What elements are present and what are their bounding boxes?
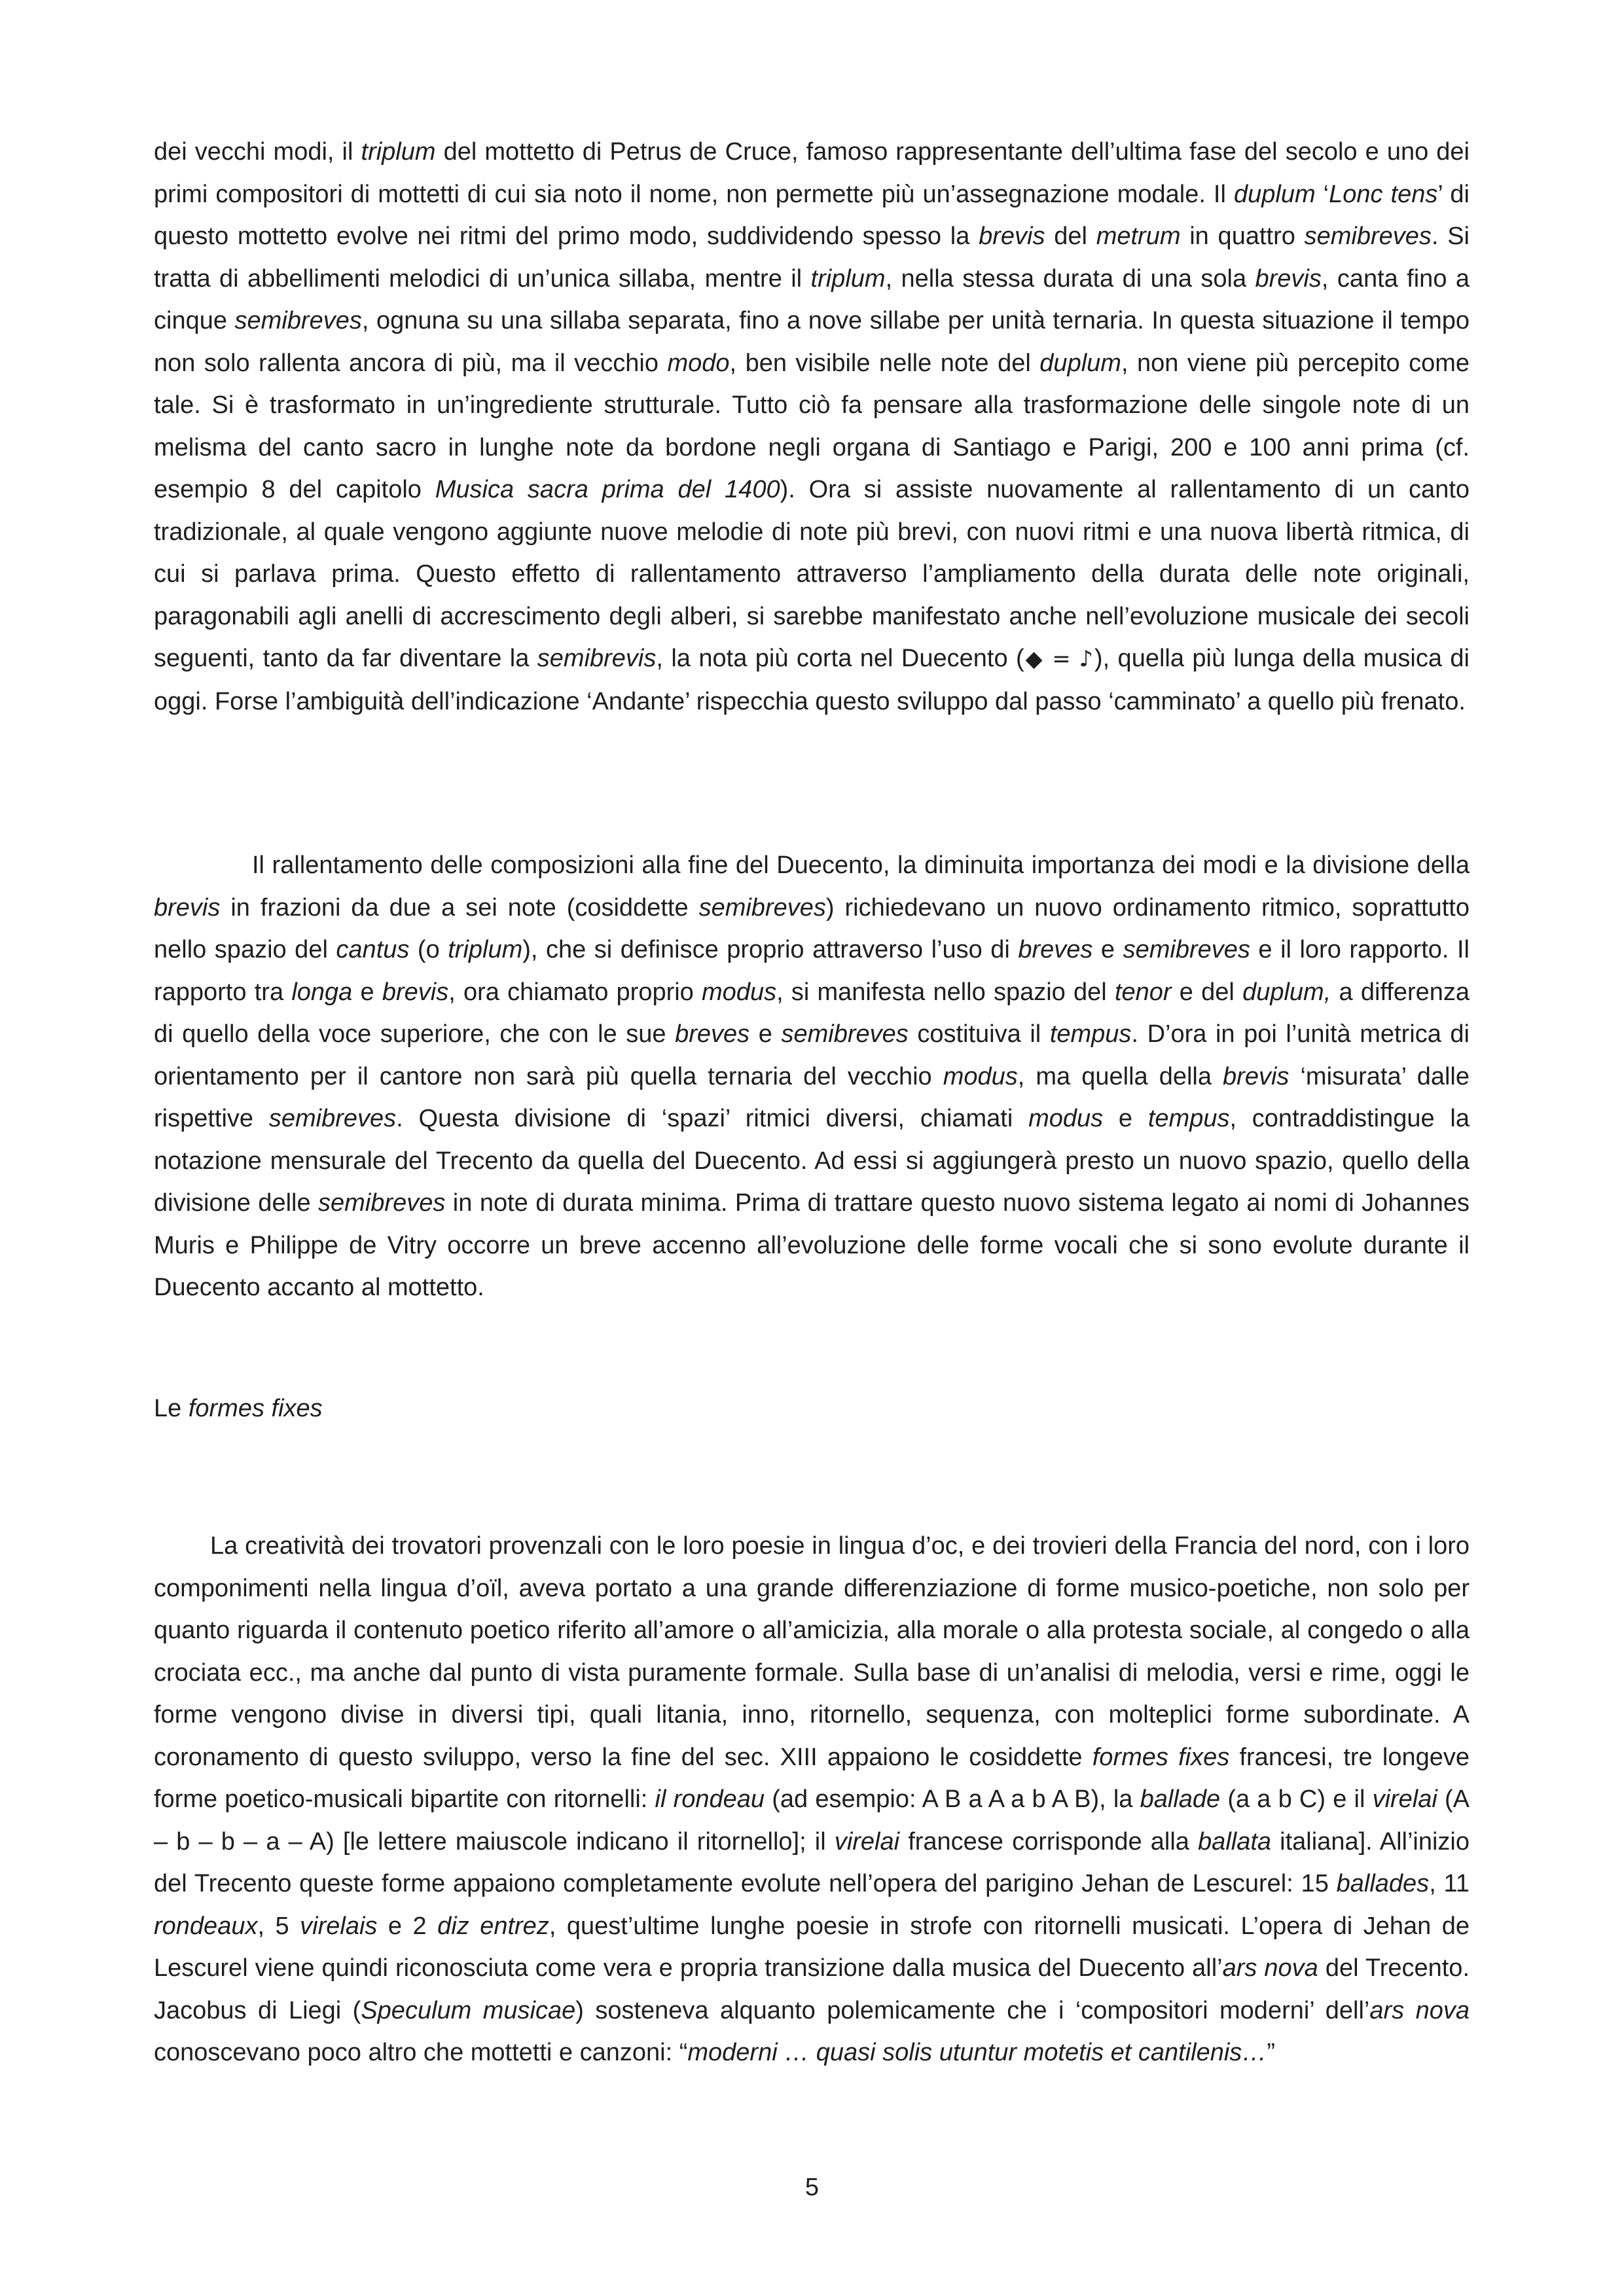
text-run: francesi, tre longeve forme poetico-musicali bipartite con ritornelli: (154, 1743, 1470, 1813)
italic-term: il rondeau (655, 1785, 765, 1813)
text-run: , si manifesta nello spazio del (776, 978, 1115, 1006)
text-run: ). Ora si assiste nuovamente al rallentamento di un canto tradizionale, al quale vengono aggiunte nuove melodie di note più brevi, con nuovi ritmi e una nuova libertà ritmica, di cui si parlava prima. Questo effetto di rallentamento attraverso l’ampliamento della durata delle note originali, paragonabili agli anelli di accrescimento degli alberi, si sarebbe manifestato anche nell’evoluzione musicale dei secoli seguenti, tanto da far diventare la (154, 476, 1470, 672)
paragraph-1 (154, 131, 1470, 723)
text-run: ), quella più lunga della musica di oggi. Forse l’ambiguità dell’indicazione ‘Andante’ rispecchia questo sviluppo dal passo ‘camminato’ a quello più frenato. (154, 645, 1470, 715)
text-run: in note di durata minima. Prima di trattare questo nuovo sistema legato ai nomi di Johannes Muris e Philippe de Vitry occorre un breve accenno all’evoluzione delle forme vocali che si sono evolute durante il Duecento accanto al mottetto. (154, 1189, 1470, 1301)
text-run: e il loro rapporto. Il rapporto tra (154, 936, 1470, 1006)
text-run: e del (1171, 978, 1243, 1006)
italic-term: Lonc tens (1329, 180, 1438, 208)
italic-term: semibreves (698, 893, 826, 922)
text-run: . Si tratta di abbellimenti melodici di un’unica sillaba, mentre il (154, 223, 1470, 293)
text-run: italiana]. All’inizio del Trecento queste forme appaiono completamente evolute nell’opera del parigino Jehan de Lescurel: 15 (154, 1827, 1470, 1897)
italic-term: modus (943, 1062, 1018, 1090)
italic-term: semibreves (1123, 936, 1250, 963)
text-run: ‘ (1315, 180, 1329, 208)
text-run: e 2 (377, 1912, 438, 1940)
paragraph-3 (154, 1525, 1470, 2074)
text-run: ) sosteneva alquanto polemicamente che i ‘compositori moderni’ dell’ (575, 1996, 1370, 2024)
text-run: e (1092, 936, 1123, 963)
text-run: (o (409, 936, 448, 963)
italic-term: brevis (382, 978, 449, 1006)
text-run: e (352, 978, 382, 1006)
text-run: Il rallentamento delle composizioni alla fine del Duecento, la diminuita importanza dei modi e la divisione della (252, 852, 1470, 879)
text-run: , quest’ultime lunghe poesie in strofe con ritornelli musicati. L’opera di Jehan de Lescurel viene quindi riconosciuta come vera e propria transizione dalla musica del Duecento all’ (154, 1912, 1470, 1982)
text-run: , 11 (1429, 1870, 1470, 1897)
text-run: (a a b C) e il (1220, 1785, 1373, 1813)
text-run: , ben visibile nelle note del (729, 349, 1040, 377)
note-symbol: ◆ = ♪ (1024, 646, 1094, 672)
text-run: ‘misurata’ dalle rispettive (154, 1062, 1470, 1132)
text-run: del (1045, 223, 1096, 250)
italic-term: ballade (1140, 1785, 1221, 1813)
italic-term: diz entrez (437, 1912, 549, 1940)
italic-term: duplum, (1242, 978, 1331, 1006)
text-run: , nella stessa durata di una sola (885, 264, 1255, 293)
italic-term: virelai (834, 1827, 900, 1856)
section-heading (154, 1388, 1470, 1430)
italic-term: triplum (448, 936, 523, 963)
italic-term: semibreves (1304, 223, 1432, 250)
text-run: ’ di questo mottetto evolve nei ritmi del primo modo, suddividendo spesso la (154, 180, 1470, 250)
text-run: , non viene più percepito come tale. Si è trasformato in un’ingrediente strutturale. Tutto ciò fa pensare alla trasformazione delle singole note di un melisma del canto sacro in lunghe note da bordone negli organa di Santiago e Parigi, 200 e 100 anni prima (cf. esempio 8 del capitolo (154, 349, 1470, 503)
italic-term: triplum (810, 264, 886, 293)
italic-term: semibreves (781, 1020, 909, 1048)
italic-term: breves (675, 1020, 750, 1048)
text-run: del Trecento. Jacobus di Liegi ( (154, 1954, 1470, 2024)
heading-title: formes fixes (188, 1395, 323, 1422)
paragraph-2 (154, 844, 1470, 1309)
italic-term: ballades (1336, 1870, 1430, 1897)
text-run: ” (1267, 2039, 1275, 2066)
italic-term: cantus (336, 936, 410, 963)
italic-term: breves (1018, 936, 1093, 963)
page-number: 5 (804, 2174, 820, 2201)
text-run: ), che si definisce proprio attraverso l’uso di (522, 936, 1019, 963)
italic-term: formes fixes (1092, 1743, 1230, 1771)
italic-term: duplum (1233, 180, 1316, 208)
text-run: . D’ora in poi l’unità metrica di orientamento per il cantore non sarà più quella ternaria del vecchio (154, 1020, 1470, 1090)
italic-term: longa (291, 978, 353, 1006)
italic-term: ars nova (1369, 1996, 1470, 2024)
text-run: dei vecchi modi, il (154, 138, 361, 166)
text-run: La creatività dei trovatori provenzali con le loro poesie in lingua d’oc, e dei trovieri della Francia del nord, con i loro componimenti nella lingua d’oïl, aveva portato a una grande differenziazione di forme musico-poetiche, non solo per quanto riguarda il contenuto poetico riferito all’amore o all’amicizia, alla morale o alla protesta sociale, al congedo o alla crociata ecc., ma anche dal punto di vista puramente formale. Sulla base di un’analisi di melodia, versi e rime, oggi le forme vengono divise in diversi tipi, quali litania, inno, ritornello, sequenza, con molteplici forme subordinate. A coronamento di questo sviluppo, verso la fine del sec. XIII appaiono le cosiddette (154, 1532, 1470, 1771)
text-run: e (749, 1020, 782, 1048)
italic-term: brevis (154, 893, 221, 922)
text-run: ) richiedevano un nuovo ordinamento ritmico, soprattutto nello spazio del (154, 893, 1470, 963)
text-run: del mottetto di Petrus de Cruce, famoso rappresentante dell’ultima fase del secolo e uno dei primi compositori di mottetti di cui sia noto il nome, non permette più un’assegnazione modale. Il (154, 138, 1470, 208)
text-run: costituiva il (908, 1020, 1050, 1048)
italic-term: brevis (1223, 1062, 1290, 1090)
text-run: , la nota più corta nel Duecento ( (656, 645, 1024, 672)
text-run: , ora chiamato proprio (448, 978, 702, 1006)
text-run: , ognuna su una sillaba separata, fino a nove sillabe per unità ternaria. In questa situazione il tempo non solo rallenta ancora di più, ma il vecchio (154, 307, 1470, 377)
italic-term: Speculum musicae (361, 1996, 576, 2024)
italic-term: rondeaux (154, 1912, 258, 1940)
italic-term: duplum (1039, 349, 1121, 377)
italic-term: modus (1028, 1105, 1104, 1132)
italic-term: semibreves (318, 1189, 446, 1217)
italic-term: semibreves (268, 1105, 397, 1132)
italic-term: tempus (1049, 1020, 1132, 1048)
italic-term: brevis (979, 223, 1045, 250)
italic-term: tempus (1147, 1105, 1230, 1132)
text-run: in frazioni da due a sei note (cosiddette (220, 893, 699, 922)
italic-term: metrum (1096, 223, 1181, 250)
italic-term: virelais (300, 1912, 378, 1940)
italic-term: brevis (1255, 264, 1322, 293)
text-run: e (1103, 1105, 1148, 1132)
italic-term: modo (667, 349, 730, 377)
italic-term: semibrevis (537, 645, 657, 672)
text-run: . Questa divisione di ‘spazi’ ritmici diversi, chiamati (396, 1105, 1029, 1132)
text-run: , canta fino a cinque (154, 264, 1470, 334)
text-run: conoscevano poco altro che mottetti e canzoni: “ (154, 2039, 688, 2066)
italic-term: virelai (1372, 1785, 1437, 1813)
text-run: (ad esempio: A B a A a b A B), la (765, 1785, 1140, 1813)
italic-term: Musica sacra prima del 1400 (435, 476, 780, 503)
italic-term: ars nova (1222, 1954, 1318, 1982)
italic-term: semibreves (234, 307, 362, 334)
italic-term: ballata (1198, 1827, 1272, 1856)
text-run: in quattro (1180, 223, 1305, 250)
italic-term: triplum (361, 138, 436, 166)
italic-term: moderni … quasi solis utuntur motetis et cantilenis… (687, 2039, 1267, 2066)
text-run: francese corrisponde alla (899, 1827, 1199, 1856)
text-run: , contraddistingue la notazione mensurale del Trecento da quella del Duecento. Ad essi si aggiungerà presto un nuovo spazio, quello della divisione delle (154, 1105, 1470, 1217)
text-run: (A – b – b – a – A) [le lettere maiuscole indicano il ritornello]; il (154, 1785, 1470, 1856)
heading-prefix: Le (154, 1395, 189, 1422)
text-run: , 5 (257, 1912, 300, 1940)
italic-term: modus (702, 978, 777, 1006)
italic-term: tenor (1114, 978, 1172, 1006)
text-run: , ma quella della (1017, 1062, 1223, 1090)
text-run: a differenza di quello della voce superiore, che con le sue (154, 978, 1470, 1048)
